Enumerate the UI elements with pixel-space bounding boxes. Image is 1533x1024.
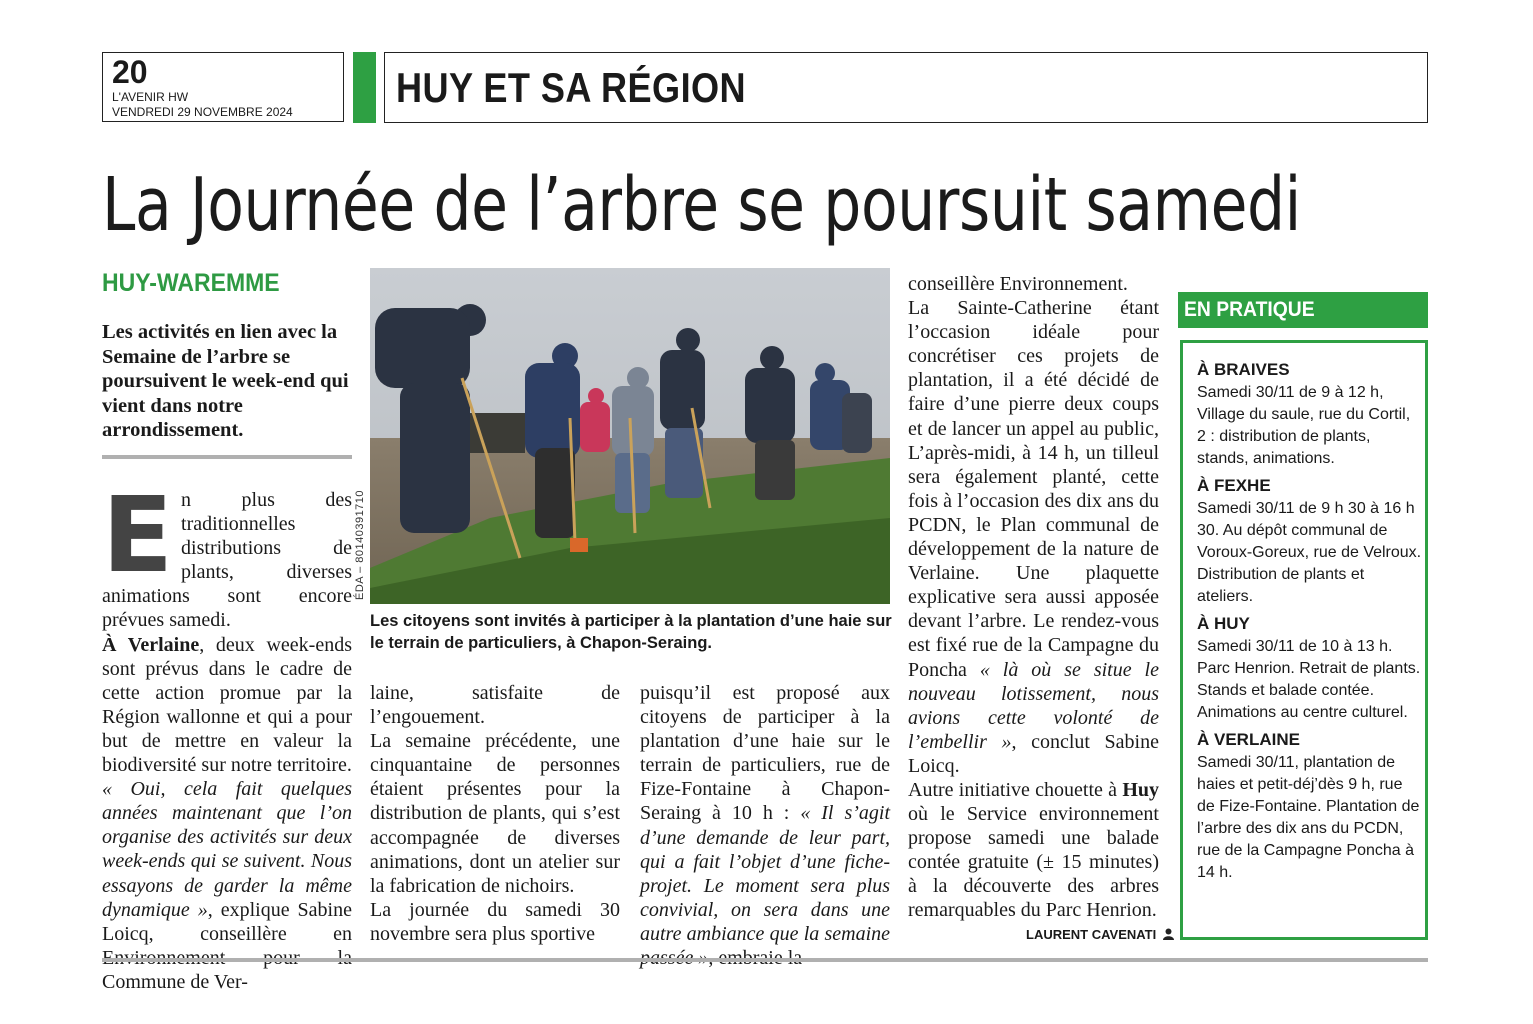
place-lead: Huy: [1122, 778, 1159, 801]
divider: [102, 455, 352, 459]
practical-place: À BRAIVES: [1197, 360, 1290, 379]
paragraph: , conclut Sabine Loicq.: [908, 730, 1159, 777]
paragraph: La semaine précédente, une cinquantaine de personnes étaient présentes pour la distribution de plants, qui s’est accompagnée de diverses animations, dont un atelier sur la fabrication de nichoirs.: [370, 730, 620, 897]
paragraph: , deux week-ends sont prévus dans le cadre de cette action promue par la Région wallonne et qui a pour but de mettre en valeur la biodiversité sur notre territoire.: [102, 633, 352, 777]
paragraph: n plus des traditionnelles distributions de plants, diverses animations sont encore prévues samedi.: [102, 489, 352, 632]
drop-cap: E: [102, 474, 174, 596]
page-number: 20: [112, 54, 148, 90]
quote: « Oui, cela fait quelques années maintenant que l’on organise des activités sur deux week-ends qui se suivent. Nous essayons de garder la même dynamique »: [102, 778, 352, 921]
region-label: HUY-WAREMME: [102, 269, 280, 297]
publication-date: VENDREDI 29 NOVEMBRE 2024: [112, 105, 293, 119]
place-lead: À Verlaine: [102, 633, 200, 656]
section-accent-bar: [353, 52, 376, 123]
quote: « Il s’agit d’une demande de leur part, qui a fait l’objet d’une fiche-projet. Le moment sera plus convivial, on sera dans une autre ambiance que la semaine: [640, 802, 890, 945]
en-pratique-title: EN PRATIQUE: [1184, 298, 1315, 321]
bottom-divider: [102, 958, 1428, 962]
article-intro: Les activités en lien avec la Semaine de l’arbre se poursuivent le week-end qui vient dans notre arrondissement.: [102, 321, 349, 441]
paragraph: conseillère Environnement.: [908, 273, 1128, 295]
publication-name: L'AVENIR HW: [112, 90, 189, 104]
article-column-1: [102, 474, 352, 994]
article-headline: La Journée de l’arbre se poursuit samedi: [102, 162, 1301, 248]
photo-credit: ÉDA – 80140391710: [354, 489, 366, 600]
practical-details: Samedi 30/11 de 9 h 30 à 16 h 30. Au dépôt communal de Voroux-Goreux, rue de Velroux. Distribution de plants et ateliers.: [1197, 500, 1422, 605]
author-name: LAURENT CAVENATI: [1026, 927, 1157, 942]
paragraph: La journée du samedi 30 novembre sera plus sportive: [370, 898, 620, 945]
practical-details: Samedi 30/11, plantation de haies et petit-déj’dès 9 h, rue de Fize-Fontaine. Plantation de l’arbre des dix ans du PCDN, rue de la Campagne Poncha à 14 h.: [1197, 754, 1420, 881]
quote: « là où se situe le nouveau lotissement, nous avions cette volonté de l’embellir »: [908, 658, 1159, 753]
practical-details: Samedi 30/11 de 10 à 13 h. Parc Henrion. Retrait de plants. Stands et balade contée. Animations au centre culturel.: [1197, 638, 1421, 721]
person-icon: [1163, 928, 1174, 940]
paragraph: laine, satisfaite de l’engouement.: [370, 682, 620, 729]
article-column-4: [908, 272, 1159, 923]
paragraph: Autre initiative chouette à: [908, 778, 1123, 801]
section-title: HUY ET SA RÉGION: [396, 64, 747, 111]
practical-details: Samedi 30/11 de 9 à 12 h, Village du saule, rue du Cortil, 2 : distribution de plants, stands, animations.: [1197, 384, 1411, 467]
practical-place: À VERLAINE: [1197, 730, 1300, 749]
article-photo: [370, 268, 890, 604]
practical-place: À HUY: [1197, 614, 1250, 633]
article-column-3: [640, 681, 890, 970]
paragraph: , explique Sabine Loicq, conseillère en Commune de Ver-: [102, 898, 352, 993]
author-signature: [1026, 926, 1174, 944]
article-column-2: [370, 681, 620, 946]
en-pratique-list: [1197, 358, 1422, 888]
practical-place: À FEXHE: [1197, 476, 1271, 495]
paragraph: où le Service environnement propose samedi une balade contée gratuite (± 15 minutes) à la découverte des arbres remarquables du Parc Henrion.: [908, 803, 1159, 922]
paragraph: La Sainte-Catherine étant l’occasion idéale pour concrétiser ces projets de plantation, il a été décidé de faire d’une pierre deux coups et de lancer un appel au public, L’après-midi, à 14 h, un tilleul sera également planté, cette fois à l’occasion des dix ans du PCDN, le Plan communal de développement de la nature de Verlaine. Une plaquette explicative sera aussi apposée devant l’arbre. Le rendez-vous est fixé rue de la Campagne du Poncha: [908, 297, 1159, 681]
photo-caption: Les citoyens sont invités à participer à la plantation d’une haie sur le terrain de particuliers, à Chapon-Seraing.: [370, 612, 892, 652]
paragraph: puisqu’il est proposé aux citoyens de participer à la plantation d’une haie sur le terrain de particuliers, rue de Fize-Fontaine à Chapon-Seraing à 10 h :: [640, 682, 890, 825]
